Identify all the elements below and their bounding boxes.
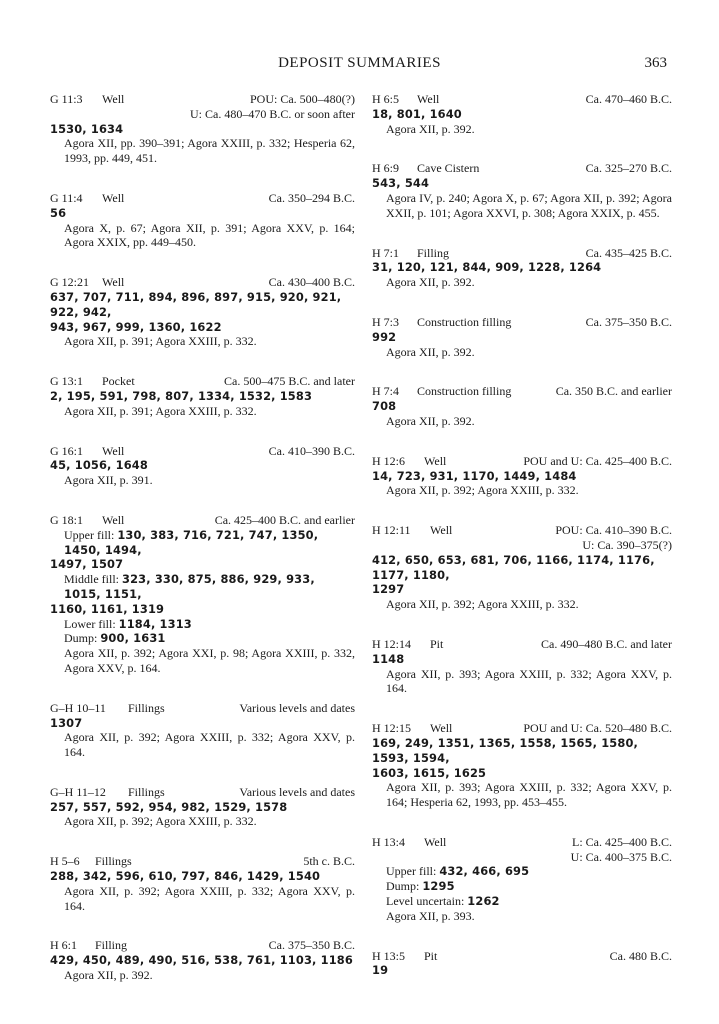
- catalogue-numbers: 18, 801, 1640: [372, 106, 462, 121]
- bibliography: Agora XII, p. 393; Agora XXIII, p. 332; Agora XXV, p. 164.: [386, 666, 672, 696]
- deposit-code: G 11:4: [50, 190, 83, 205]
- entry-heading: [372, 835, 672, 850]
- catalogue-numbers: 900, 1631: [100, 631, 166, 646]
- deposit-code: G–H 11–12: [50, 784, 106, 799]
- bibliography: Agora XII, p. 392.: [386, 275, 475, 290]
- bibliography: Agora X, p. 67; Agora XII, p. 391; Agora XXV, p. 164; Agora XXIX, pp. 449–450.: [64, 220, 355, 250]
- fill-line: [50, 617, 355, 632]
- catalogue-numbers: 1184, 1313: [118, 616, 192, 631]
- bibliography: Agora XII, p. 391.: [64, 473, 153, 488]
- catalogue-numbers: 45, 1056, 1648: [50, 458, 148, 473]
- deposit-date: POU and U: Ca. 425–400 B.C.: [523, 453, 672, 468]
- catalogue-numbers: 1262: [467, 894, 500, 909]
- deposit-entry: [372, 161, 672, 220]
- deposit-type: Well: [424, 453, 447, 468]
- deposit-code: G–H 10–11: [50, 700, 106, 715]
- deposit-code: H 12:11: [372, 523, 411, 538]
- bibliography: Agora XII, p. 393; Agora XXIII, p. 332; Agora XXV, p. 164; Hesperia 62, 1993, pp. 453–455.: [386, 780, 672, 810]
- page-header: [40, 55, 679, 77]
- deposit-code: H 5–6: [50, 854, 80, 869]
- entry-heading: [50, 854, 355, 869]
- deposit-date: Ca. 350 B.C. and earlier: [555, 384, 672, 399]
- bibliography: Agora XII, p. 392; Agora XXI, p. 98; Agora XXIII, p. 332, Agora XXV, p. 164.: [64, 646, 355, 675]
- fill-line: [50, 572, 355, 602]
- bibliography: Agora XII, p. 392.: [386, 344, 475, 359]
- deposit-code: H 12:6: [372, 453, 405, 468]
- deposit-type: Well: [430, 721, 453, 736]
- deposit-entry: [372, 637, 672, 696]
- deposit-entry: [372, 835, 672, 924]
- catalogue-numbers: 169, 249, 1351, 1365, 1558, 1565, 1580, 1593, 1594,: [372, 735, 638, 765]
- fill-line: [50, 528, 355, 558]
- catalogue-numbers: 432, 466, 695: [439, 864, 530, 879]
- catalogue-numbers: 56: [50, 205, 67, 220]
- catalogue-numbers: 2, 195, 591, 798, 807, 1334, 1532, 1583: [50, 388, 313, 403]
- deposit-date: L: Ca. 425–400 B.C.: [571, 834, 672, 849]
- deposit-type: Construction filling: [417, 384, 512, 399]
- bibliography: Agora XII, p. 392.: [386, 413, 475, 428]
- catalogue-numbers: 429, 450, 489, 490, 516, 538, 761, 1103, 1186: [50, 953, 353, 968]
- catalogue-numbers: 14, 723, 931, 1170, 1449, 1484: [372, 468, 577, 483]
- deposit-type: Well: [424, 834, 447, 849]
- catalogue-numbers: 288, 342, 596, 610, 797, 846, 1429, 1540: [50, 869, 321, 884]
- deposit-entry: [50, 938, 355, 982]
- catalogue-numbers: 1297: [372, 582, 405, 597]
- entry-heading: [50, 785, 355, 800]
- catalogue-numbers: 1307: [50, 715, 83, 730]
- deposit-code: G 11:3: [50, 92, 83, 106]
- deposit-date: 5th c. B.C.: [303, 854, 355, 869]
- entry-heading: [372, 384, 672, 399]
- bibliography: Agora XII, p. 392; Agora XXIII, p. 332.: [386, 483, 579, 498]
- fill-line: [372, 879, 672, 894]
- deposit-type: Cave Cistern: [417, 161, 480, 176]
- page-number: 363: [644, 55, 667, 71]
- deposit-entry: [372, 523, 672, 612]
- bibliography: Agora XII, p. 392.: [386, 121, 475, 136]
- deposit-entry: [372, 721, 672, 810]
- deposit-code: G 18:1: [50, 512, 83, 527]
- bibliography: Agora XII, p. 392; Agora XXIII, p. 332; Agora XXV, p. 164.: [64, 883, 355, 913]
- bibliography: Agora XII, p. 393.: [386, 908, 475, 923]
- fill-label: Lower fill:: [64, 616, 116, 631]
- entry-heading: [372, 161, 672, 176]
- deposit-code: H 12:15: [372, 721, 411, 736]
- entry-heading: [50, 513, 355, 528]
- fill-label: Dump:: [64, 631, 98, 646]
- deposit-date: Ca. 350–294 B.C.: [268, 190, 355, 205]
- catalogue-numbers: 992: [372, 329, 397, 344]
- entry-heading: [372, 523, 672, 538]
- deposit-type: Filling: [417, 245, 450, 260]
- left-column: [50, 92, 355, 1008]
- deposit-code: H 7:1: [372, 245, 399, 260]
- deposit-date: POU: Ca. 500–480(?): [250, 92, 355, 106]
- deposit-code: H 6:5: [372, 92, 399, 106]
- deposit-entry: [50, 701, 355, 760]
- catalogue-numbers: 708: [372, 399, 397, 414]
- deposit-entry: [372, 315, 672, 359]
- deposit-entry: [50, 513, 355, 676]
- deposit-type: Fillings: [128, 784, 165, 799]
- deposit-code: H 7:4: [372, 384, 399, 399]
- deposit-date: Ca. 430–400 B.C.: [268, 275, 355, 290]
- deposit-date-secondary: U: Ca. 480–470 B.C. or soon after: [190, 106, 355, 121]
- deposit-type: Well: [102, 443, 125, 458]
- deposit-code: H 12:14: [372, 636, 411, 651]
- fill-label: Upper fill:: [386, 864, 437, 879]
- deposit-type: Fillings: [95, 854, 132, 869]
- deposit-date: Ca. 410–390 B.C.: [268, 443, 355, 458]
- deposit-date: Ca. 490–480 B.C. and later: [541, 636, 672, 651]
- deposit-type: Pocket: [102, 374, 135, 389]
- deposit-type: Well: [102, 190, 125, 205]
- deposit-entry: [50, 854, 355, 913]
- catalogue-numbers: 543, 544: [372, 176, 430, 191]
- catalogue-numbers: 1160, 1161, 1319: [50, 601, 165, 616]
- deposit-code: H 7:3: [372, 314, 399, 329]
- deposit-type: Well: [430, 523, 453, 538]
- catalogue-numbers: 1148: [372, 651, 405, 666]
- deposit-date: POU: Ca. 410–390 B.C.: [555, 523, 672, 538]
- deposit-date-secondary: U: Ca. 390–375(?): [582, 537, 672, 552]
- deposit-date: Ca. 500–475 B.C. and later: [224, 374, 355, 389]
- entry-heading: [372, 246, 672, 261]
- deposit-type: Pit: [424, 948, 438, 963]
- deposit-date: Ca. 375–350 B.C.: [268, 938, 355, 953]
- deposit-entry: [372, 454, 672, 498]
- fill-label: Dump:: [386, 879, 420, 894]
- catalogue-numbers: 19: [372, 963, 389, 978]
- deposit-code: G 12:21: [50, 275, 89, 290]
- deposit-code: G 13:1: [50, 374, 83, 389]
- fill-label: Middle fill:: [64, 572, 119, 587]
- deposit-entry: [50, 374, 355, 418]
- deposit-type: Well: [417, 92, 440, 106]
- bibliography: Agora IV, p. 240; Agora X, p. 67; Agora XII, p. 392; Agora XXII, p. 101; Agora XXVI, p. 308; Agora XXIX, p. 455.: [386, 190, 672, 220]
- deposit-entry: [50, 191, 355, 250]
- catalogue-numbers: 1603, 1615, 1625: [372, 765, 487, 780]
- entry-heading: [50, 374, 355, 389]
- catalogue-numbers: 31, 120, 121, 844, 909, 1228, 1264: [372, 260, 602, 275]
- deposit-type: Construction filling: [417, 314, 512, 329]
- deposit-type: Fillings: [128, 700, 165, 715]
- deposit-code: H 13:4: [372, 834, 405, 849]
- deposit-entry: [372, 384, 672, 428]
- entry-heading: [372, 949, 672, 964]
- fill-line: [372, 864, 672, 879]
- deposit-date: Ca. 470–460 B.C.: [585, 92, 672, 106]
- deposit-type: Filling: [95, 938, 128, 953]
- catalogue-numbers: 1530, 1634: [50, 121, 124, 136]
- fill-line: [372, 894, 672, 909]
- deposit-date: Ca. 375–350 B.C.: [585, 314, 672, 329]
- deposit-entry: [372, 949, 672, 979]
- entry-heading: [50, 191, 355, 206]
- deposit-date: POU and U: Ca. 520–480 B.C.: [523, 721, 672, 736]
- entry-heading: [372, 637, 672, 652]
- bibliography: Agora XII, p. 391; Agora XXIII, p. 332.: [64, 403, 257, 418]
- bibliography: Agora XII, p. 392; Agora XXIII, p. 332; Agora XXV, p. 164.: [64, 730, 355, 760]
- deposit-date: Ca. 425–400 B.C. and earlier: [214, 512, 355, 527]
- entry-heading: [372, 92, 672, 107]
- bibliography: Agora XII, pp. 390–391; Agora XXIII, p. 332; Hesperia 62, 1993, pp. 449, 451.: [64, 136, 355, 166]
- fill-label: Level uncertain:: [386, 894, 465, 909]
- entry-heading: [372, 721, 672, 736]
- deposit-date: Various levels and dates: [239, 700, 355, 715]
- running-head: DEPOSIT SUMMARIES: [278, 55, 441, 71]
- bibliography: Agora XII, p. 392.: [64, 968, 153, 983]
- entry-heading: [50, 92, 355, 107]
- deposit-entry: [372, 246, 672, 290]
- deposit-entry: [50, 444, 355, 488]
- deposit-date: Ca. 435–425 B.C.: [585, 245, 672, 260]
- deposit-type: Well: [102, 92, 125, 106]
- deposit-type: Well: [102, 275, 125, 290]
- deposit-code: G 16:1: [50, 443, 83, 458]
- deposit-type: Well: [102, 512, 125, 527]
- fill-line: [50, 631, 355, 646]
- entry-heading: [50, 701, 355, 716]
- catalogue-numbers: 257, 557, 592, 954, 982, 1529, 1578: [50, 799, 288, 814]
- entry-heading: [50, 275, 355, 290]
- entry-heading: [50, 938, 355, 953]
- catalogue-numbers: 1497, 1507: [50, 557, 124, 572]
- deposit-date: Various levels and dates: [239, 784, 355, 799]
- deposit-date: Ca. 480 B.C.: [609, 948, 672, 963]
- deposit-date: Ca. 325–270 B.C.: [585, 161, 672, 176]
- deposit-entry: [372, 92, 672, 136]
- deposit-entry: [50, 785, 355, 829]
- catalogue-numbers: 637, 707, 711, 894, 896, 897, 915, 920, 921, 922, 942,: [50, 289, 342, 319]
- catalogue-numbers: 130, 383, 716, 721, 747, 1350, 1450, 1494,: [64, 527, 319, 557]
- deposit-type: Pit: [430, 636, 444, 651]
- deposit-entry: [50, 275, 355, 349]
- bibliography: Agora XII, p. 392; Agora XXIII, p. 332.: [386, 597, 579, 612]
- catalogue-numbers: 1295: [422, 879, 455, 894]
- deposit-code: H 6:9: [372, 161, 399, 176]
- deposit-code: H 13:5: [372, 948, 405, 963]
- deposit-code: H 6:1: [50, 938, 77, 953]
- right-column: [372, 92, 672, 1003]
- deposit-entry: [50, 92, 355, 166]
- catalogue-numbers: 412, 650, 653, 681, 706, 1166, 1174, 1176, 1177, 1180,: [372, 552, 655, 582]
- entry-heading: [372, 315, 672, 330]
- deposit-date-secondary: U: Ca. 400–375 B.C.: [570, 849, 672, 864]
- catalogue-numbers: 323, 330, 875, 886, 929, 933, 1015, 1151,: [64, 572, 315, 601]
- bibliography: Agora XII, p. 392; Agora XXIII, p. 332.: [64, 814, 257, 829]
- catalogue-numbers: 943, 967, 999, 1360, 1622: [50, 319, 222, 334]
- entry-heading: [50, 444, 355, 459]
- fill-label: Upper fill:: [64, 527, 115, 542]
- entry-heading: [372, 454, 672, 469]
- bibliography: Agora XII, p. 391; Agora XXIII, p. 332.: [64, 334, 257, 349]
